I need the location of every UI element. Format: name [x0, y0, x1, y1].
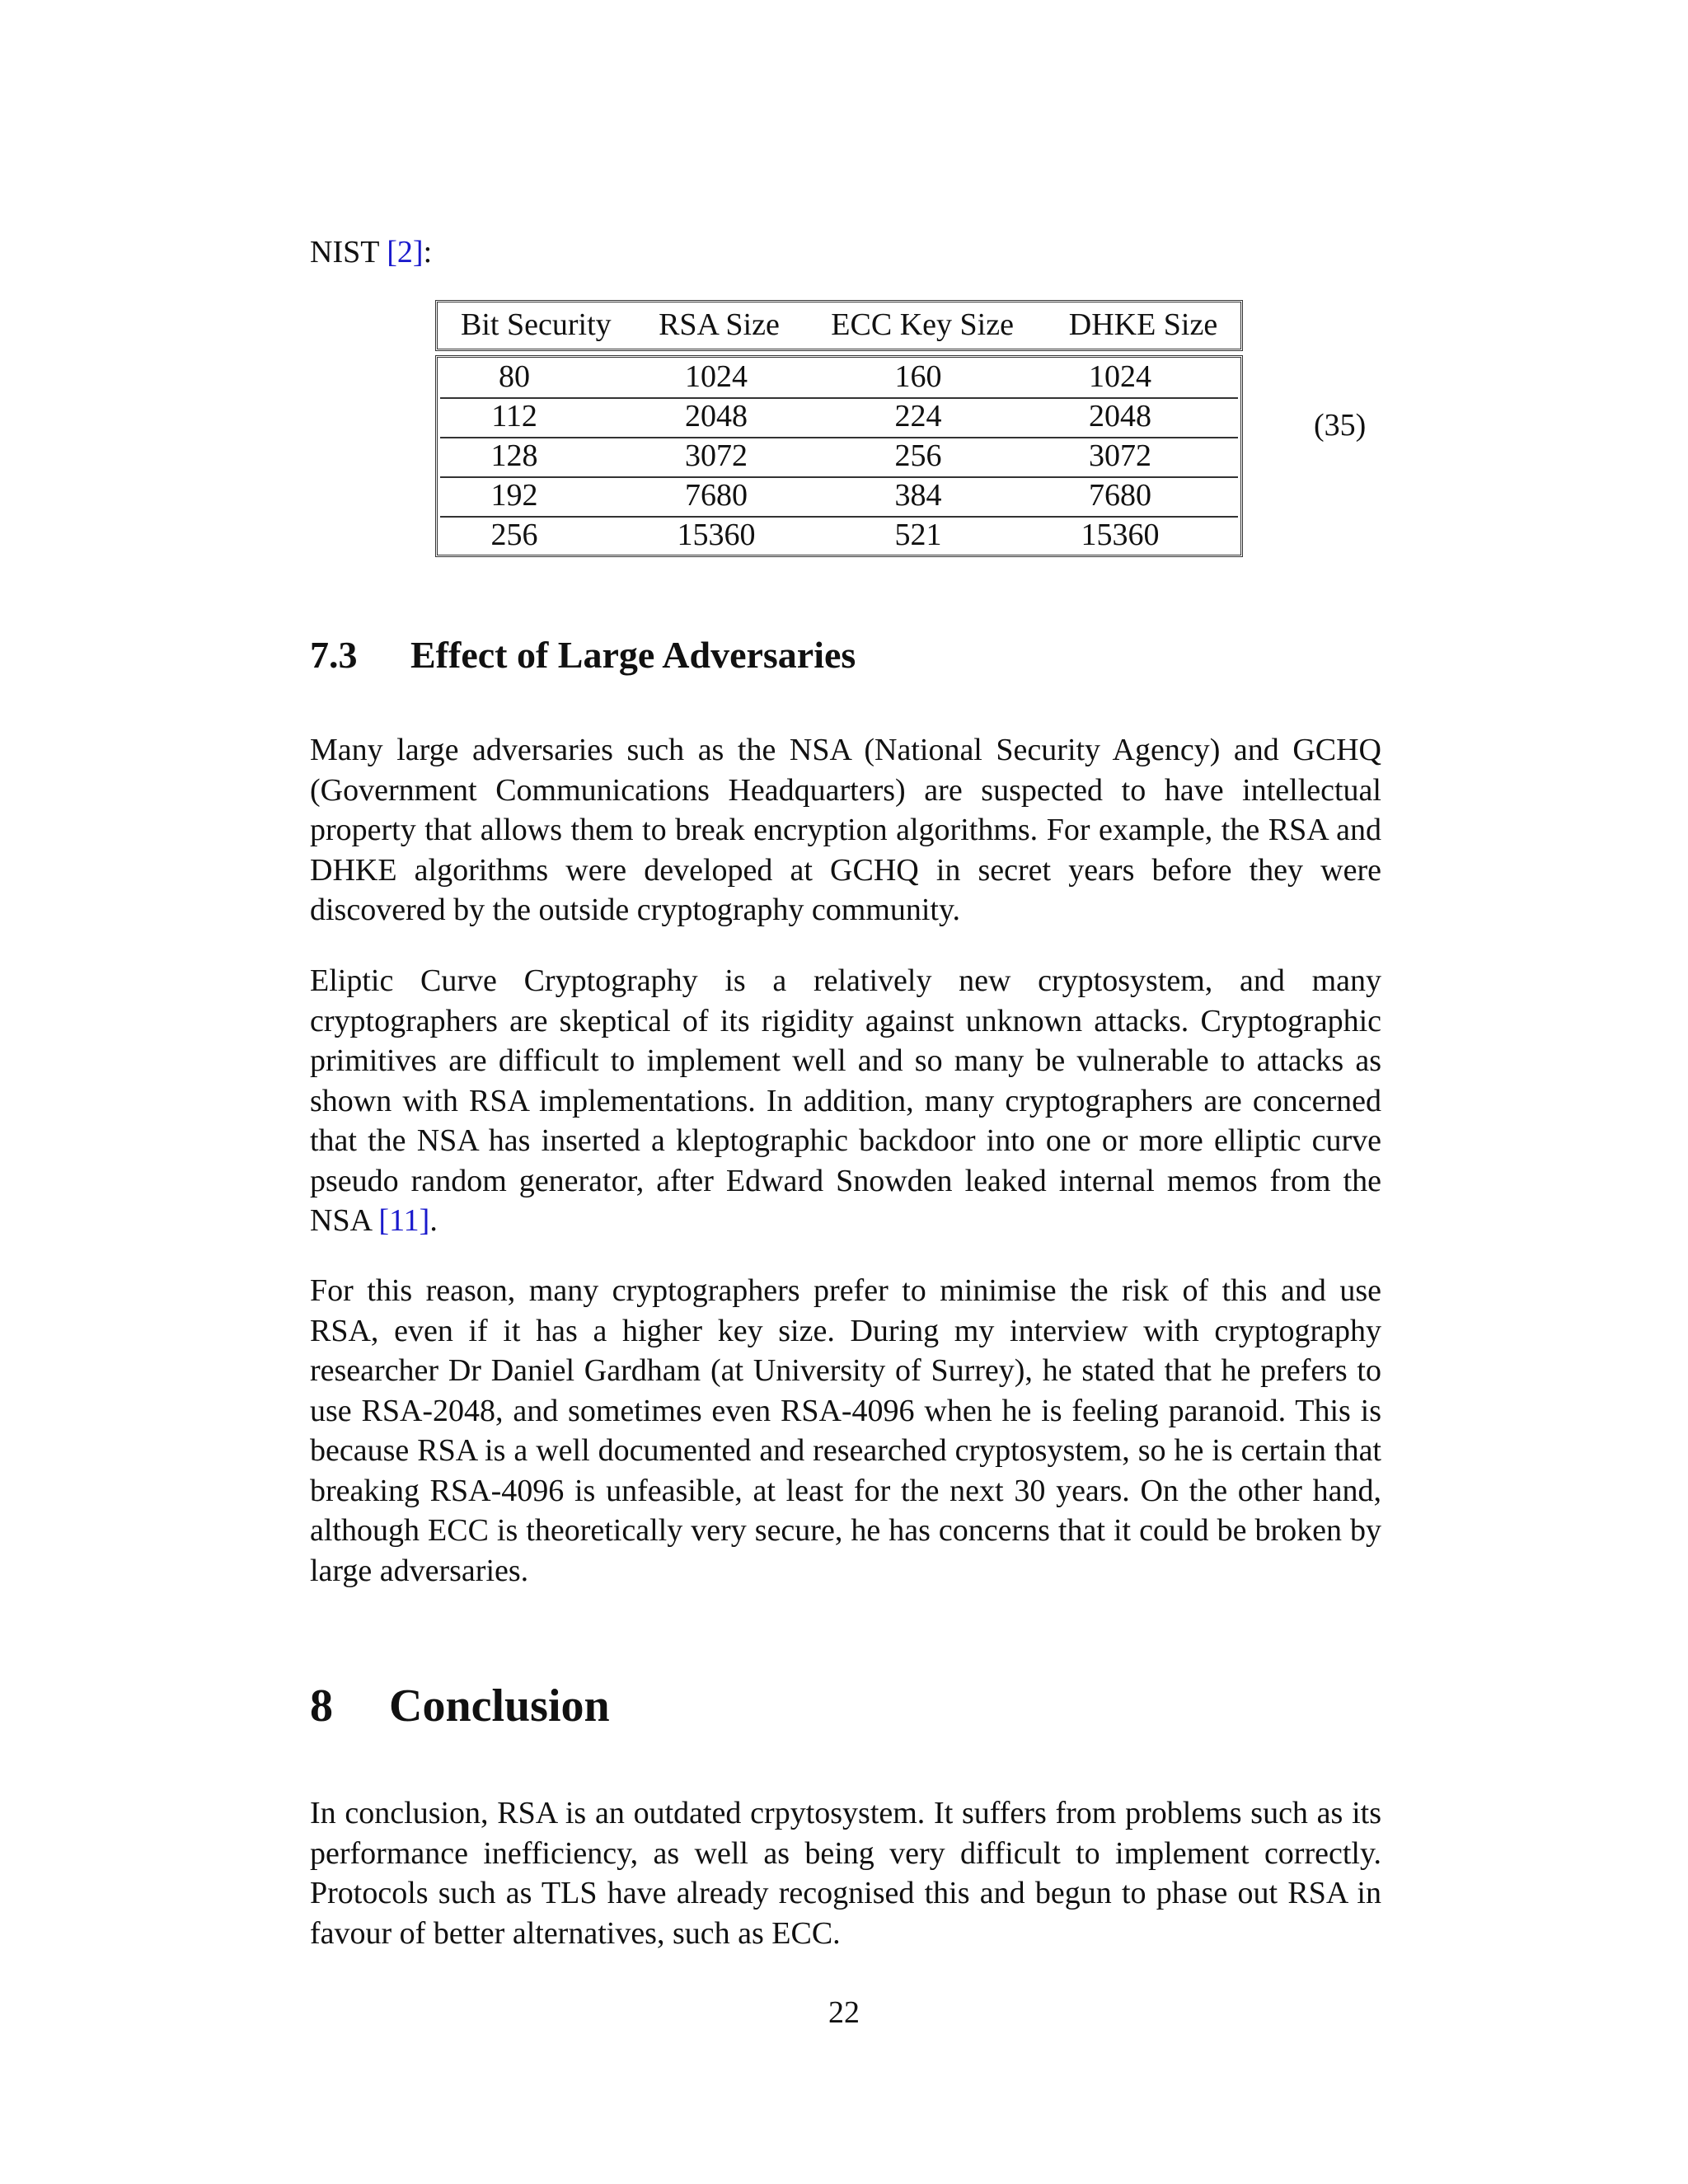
section-heading — [310, 633, 856, 677]
page-number: 22 — [828, 1995, 860, 2030]
col-header-bit-security: Bit Security — [461, 307, 612, 342]
chapter-heading — [310, 1680, 610, 1732]
paragraph-text: Eliptic Curve Cryptography is a relatively new cryptosystem, and many cryptographers are skeptical of its rigidity against unknown attacks. Cryptographic primitives are difficult to implement well and so many be vulnerable to attacks as shown with RSA implementations. In addition, many cryptographers are concerned that the NSA has inserted a kleptographic backdoor into one or more elliptic curve pseudo random generator, after Edward Snowden leaked internal memos from the NSA — [310, 963, 1381, 1238]
intro-suffix: : — [423, 235, 433, 269]
cell-rsa-size: 3072 — [685, 438, 748, 473]
table-body — [435, 357, 1243, 555]
cell-ecc-key-size: 160 — [894, 359, 942, 394]
cell-dhke-size: 3072 — [1089, 438, 1152, 473]
cell-dhke-size: 2048 — [1089, 399, 1152, 434]
paragraph-end: . — [429, 1203, 438, 1238]
citation-link-2[interactable]: [2] — [387, 235, 424, 269]
cell-bit-security: 112 — [491, 399, 537, 434]
table-row — [435, 476, 1243, 515]
col-header-rsa-size: RSA Size — [659, 307, 780, 342]
table-row — [435, 396, 1243, 436]
nist-key-size-table — [435, 300, 1243, 552]
row-divider — [440, 516, 1238, 518]
cell-ecc-key-size: 256 — [894, 438, 942, 473]
cell-ecc-key-size: 521 — [894, 518, 942, 552]
cell-rsa-size: 2048 — [685, 399, 748, 434]
cell-bit-security: 256 — [490, 518, 538, 552]
row-divider — [440, 397, 1238, 399]
cell-rsa-size: 15360 — [677, 518, 756, 552]
cell-rsa-size: 7680 — [685, 478, 748, 513]
intro-line — [310, 234, 432, 270]
cell-dhke-size: 15360 — [1081, 518, 1160, 552]
cell-dhke-size: 7680 — [1089, 478, 1152, 513]
cell-rsa-size: 1024 — [685, 359, 748, 394]
col-header-ecc-key-size: ECC Key Size — [831, 307, 1014, 342]
table-row — [435, 515, 1243, 555]
table-row — [435, 357, 1243, 396]
table-row — [435, 436, 1243, 476]
citation-link-11[interactable]: [11] — [378, 1203, 430, 1238]
cell-bit-security: 80 — [499, 359, 531, 394]
chapter-title: Conclusion — [389, 1680, 610, 1732]
intro-text: NIST — [310, 235, 387, 269]
chapter-number: 8 — [310, 1680, 333, 1732]
row-divider — [440, 437, 1238, 438]
equation-number: (35) — [1314, 408, 1367, 443]
paragraph-conclusion: In conclusion, RSA is an outdated crpytosystem. It suffers from problems such as its performance inefficiency, as well as being very difficult to implement correctly. Protocols such as TLS have already recognised this and begun to phase out RSA in favour of better alternatives, such as ECC. — [310, 1796, 1381, 1951]
paragraph-interview: For this reason, many cryptographers prefer to minimise the risk of this and use RSA, even if it has a higher key size. During my interview with cryptography researcher Dr Daniel Gardham (at University of Surrey), he stated that he prefers to use RSA-2048, and sometimes even RSA-4096 when he is feeling paranoid. This is because RSA is a well documented and researched cryptosystem, so he is certain that breaking RSA-4096 is unfeasible, at least for the next 30 years. On the other hand, although ECC is theoretically very secure, he has concerns that it could be broken by large adversaries. — [310, 1273, 1381, 1588]
section-title: Effect of Large Adversaries — [410, 634, 856, 676]
paragraph-ecc-skepticism — [310, 961, 1381, 1241]
cell-bit-security: 192 — [490, 478, 538, 513]
cell-ecc-key-size: 384 — [894, 478, 942, 513]
paragraph-large-adversaries: Many large adversaries such as the NSA (National Security Agency) and GCHQ (Government Communications Headquarters) are suspected to have intellectual property that allows them to break encryption algorithms. For example, the RSA and DHKE algorithms were developed at GCHQ in secret years before they were discovered by the outside cryptography community. — [310, 733, 1381, 927]
section-number: 7.3 — [310, 634, 358, 676]
row-divider — [440, 476, 1238, 478]
cell-ecc-key-size: 224 — [894, 399, 942, 434]
col-header-dhke-size: DHKE Size — [1068, 307, 1218, 342]
table-header — [435, 300, 1243, 349]
cell-dhke-size: 1024 — [1089, 359, 1152, 394]
cell-bit-security: 128 — [490, 438, 538, 473]
